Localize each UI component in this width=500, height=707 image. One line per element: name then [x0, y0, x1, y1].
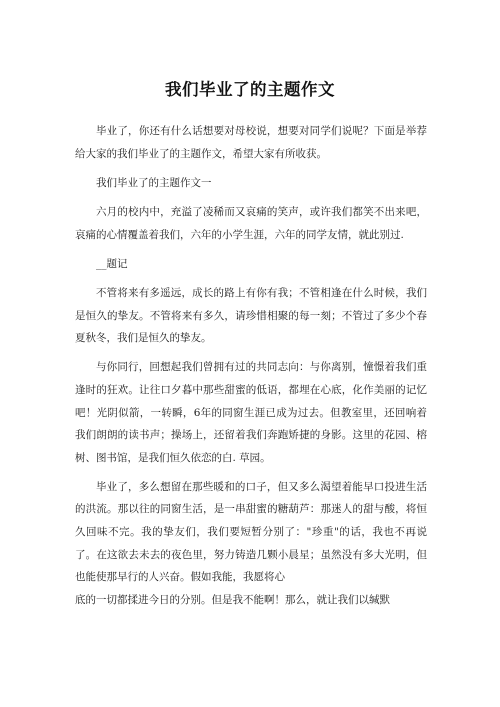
body-paragraph: 与你同行，回想起我们曾拥有过的共同志向：与你离别，憧憬着我们重逢时的狂欢。让往口夕暮中那些甜蜜的低语，都埋在心底，化作美丽的记忆吧！光阴似箭，一转瞬，6年的同窗生涯已成为过去。但教室里，还回响着我们朗朗的读书声；操场上，还留着我们奔跑矫捷的身影。这里的花园、榕树、图书馆，是我们恒久依恋的白. 草园。: [75, 361, 427, 464]
body-paragraph-continuation: 底的一切都揉进今日的分别。但是我不能啊！那么，就让我们以缄默: [75, 593, 390, 606]
intro-paragraph: 毕业了，你还有什么话想要对母校说，想要对同学们说呢？下面是举荐给大家的我们毕业了的主题作文，希望大家有所收获。: [75, 125, 427, 160]
epigraph-label: __题记: [96, 257, 128, 270]
section-heading: 我们毕业了的主题作文一: [96, 176, 212, 189]
body-paragraph: 毕业了，多么想留在那些暖和的口子，但又多么渴望着能早口投进生活的洪流。那以往的同窗生活，是一串甜蜜的糖葫芦：那迷人的甜与酸，将恒久回味不完。我的挚友们，我们要短暂分别了："珍重"的话，我也不再说了。在这欲去未去的夜色里，努力铸造几颗小晨星；虽然没有多大光明，但也能使那早行的人兴奋。假如我能，我愿将心: [75, 480, 427, 584]
page-title: 我们毕业了的主题作文: [165, 80, 335, 99]
body-paragraph: 不管将来有多遥远，成长的路上有你有我；不管相逢在什么时候，我们是恒久的挚友。不管将来有多久，请珍惜相聚的每一刻；不管过了多少个春夏秋冬，我们是恒久的挚友。: [75, 286, 427, 345]
body-paragraph: 六月的校内中，充溢了凌稀而又哀痛的笑声，或许我们都笑不出来吧，哀痛的心情覆盖着我们，六年的小学生涯，六年的同学友情，就此别过.: [75, 205, 427, 241]
document-body: [75, 120, 427, 618]
